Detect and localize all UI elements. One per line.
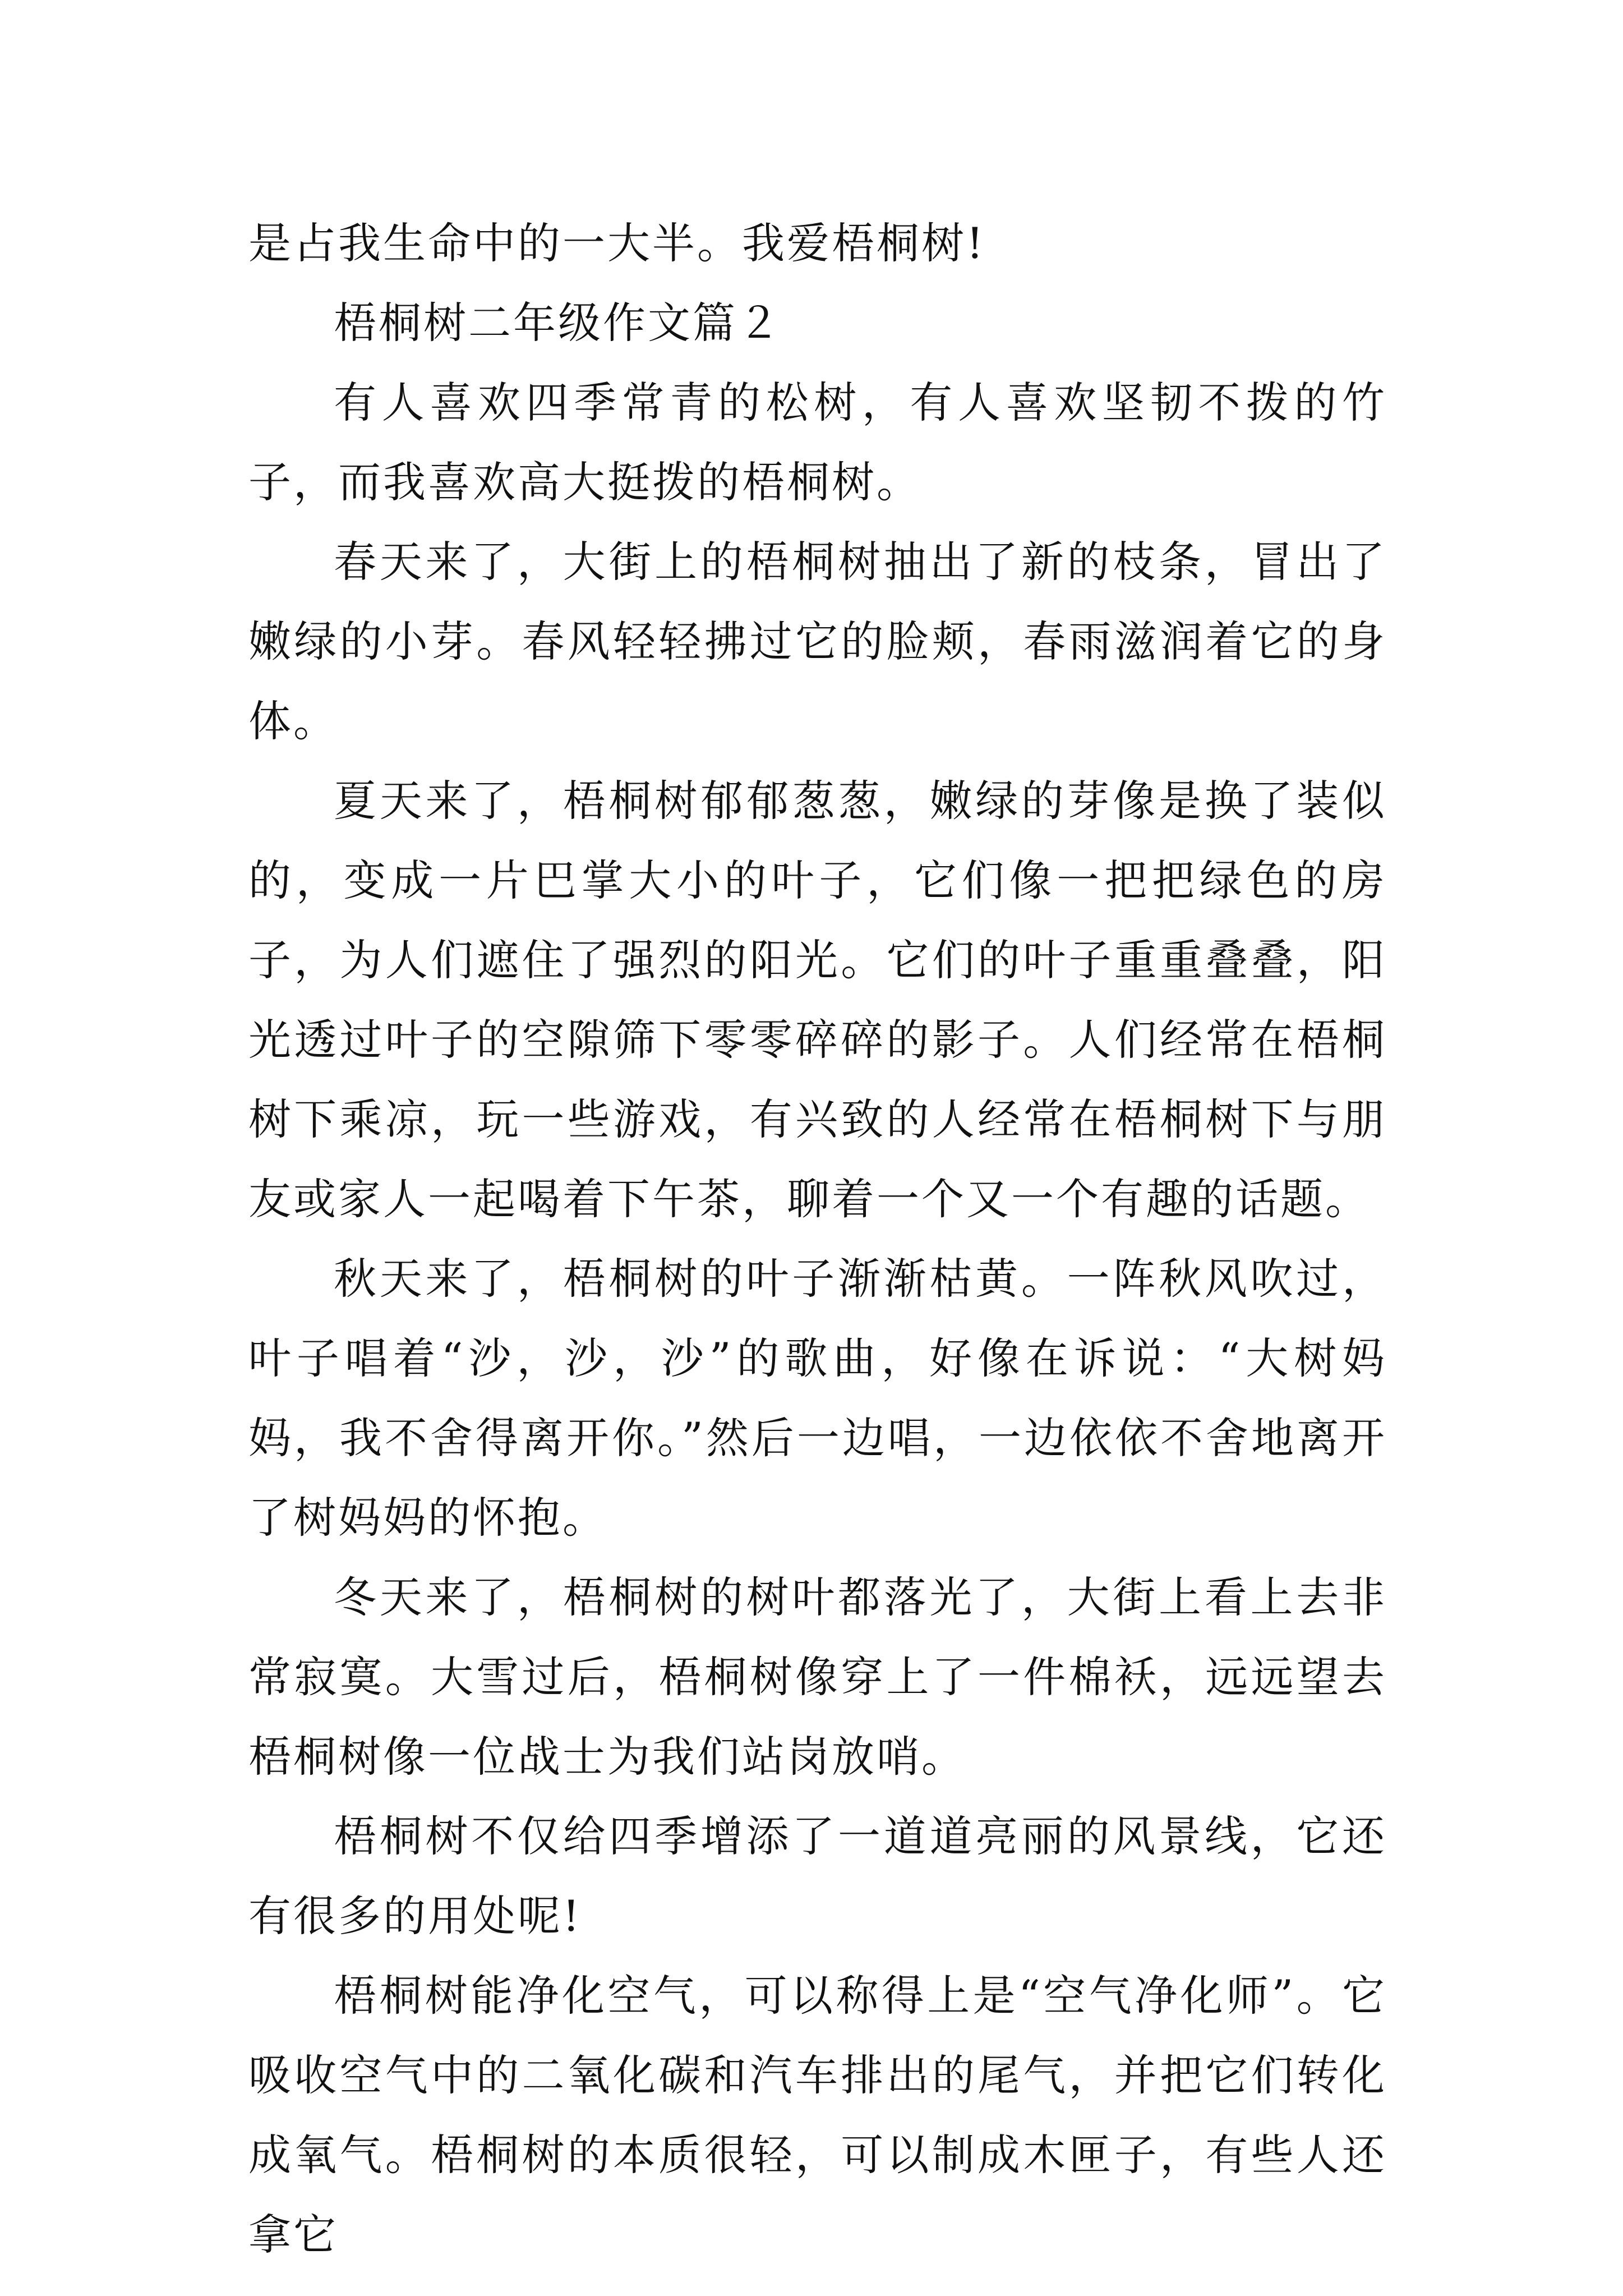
paragraph-continuation: 是占我生命中的一大半。我爱梧桐树! [248, 218, 986, 268]
section-heading: 梧桐树二年级作文篇２ [334, 298, 782, 348]
paragraph-uses: 梧桐树不仅给四季增添了一道道亮丽的风景线，它还有很多的用处呢! [248, 1811, 1387, 1941]
paragraph-spring: 春天来了，大街上的梧桐树抽出了新的枝条，冒出了嫩绿的小芽。春风轻轻拂过它的脸颊，春雨滋润着它的身体。 [248, 537, 1387, 746]
paragraph-summer: 夏天来了，梧桐树郁郁葱葱，嫩绿的芽像是换了装似的，变成一片巴掌大小的叶子，它们像一把把绿色的房子，为人们遮住了强烈的阳光。它们的叶子重重叠叠，阳光透过叶子的空隙筛下零零碎碎的影子。人们经常在梧桐树下乘凉，玩一些游戏，有兴致的人经常在梧桐树下与朋友或家人一起喝着下午茶，聊着一个又一个有趣的话题。 [248, 776, 1387, 1224]
paragraph-autumn: 秋天来了，梧桐树的叶子渐渐枯黄。一阵秋风吹过，叶子唱着“沙，沙，沙”的歌曲，好像在诉说：“大树妈妈，我不舍得离开你。”然后一边唱，一边依依不舍地离开了树妈妈的怀抱。 [248, 1254, 1387, 1543]
document-body [248, 204, 1387, 2275]
paragraph-intro: 有人喜欢四季常青的松树，有人喜欢坚韧不拨的竹子，而我喜欢高大挺拨的梧桐树。 [248, 378, 1387, 507]
paragraph-air-purifier: 梧桐树能净化空气，可以称得上是“空气净化师”。它吸收空气中的二氧化碳和汽车排出的尾气，并把它们转化成氧气。梧桐树的本质很轻，可以制成木匣子，有些人还拿它 [248, 1971, 1387, 2260]
paragraph-winter: 冬天来了，梧桐树的树叶都落光了，大街上看上去非常寂寞。大雪过后，梧桐树像穿上了一件棉袄，远远望去梧桐树像一位战士为我们站岗放哨。 [248, 1572, 1387, 1782]
